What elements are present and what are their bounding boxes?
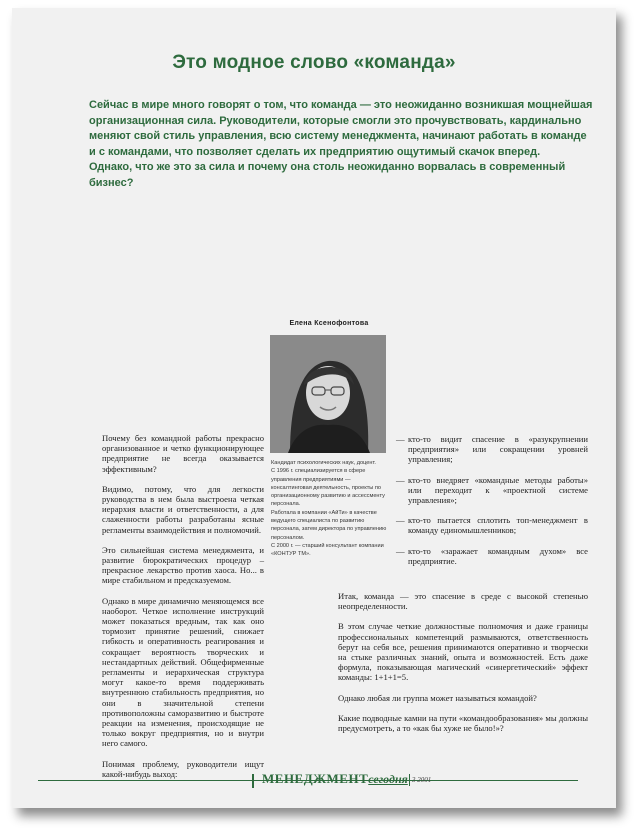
bio-line: С 1996 г. специализируется в сфере управления предприятиями — консалтинговая деятельность, проекты по организационному развитию и ассессменту персонала. [271,468,385,508]
logo-sub: сегодня [368,772,408,786]
bio-line: Работала в компании «АйТи» в качестве ведущего специалиста по развитию персонала, затем директора по управлению персоналом. [271,509,387,541]
magazine-page [12,8,616,808]
body-paragraph: Понимая проблему, руководители ищут какой-нибудь выход: [102,758,264,779]
portrait-photo-graphic [270,335,386,453]
body-paragraph: Однако любая ли группа может называться командой? [338,692,537,703]
article-title: Это модное слово «команда» [172,52,456,73]
magazine-logo [262,771,408,787]
footer-divider [409,774,410,786]
body-paragraph: Однако в мире динамично меняющемся все наоборот. Четкое исполнение инструкций может показаться вредным, так как оно тормозит принятие решений, снижает гибкость и оперативность реагирования и сокращает вероятность творческих и нестандартных действий. Общефирменные регламенты и иерархическая структура могут какое-то время поддерживать внутреннюю стабильность предприятия, но они в значительной степени противоположны саморазвитию и быстроте реакции на изменения, происходящие не только вокруг предприятия, но и внутри него самого. [102,595,264,749]
list-item-text: кто-то видит спасение в «разукрупнении предприятия» или сокращении уровней управления; [408,434,588,465]
body-column-right [338,591,588,743]
list-item-text: кто-то пытается сплотить топ-менеджмент в команду единомышленников; [408,515,588,536]
body-column-left [102,433,264,789]
lead-paragraph: Однако, что же это за сила и почему она столь неожиданно ворвалась в современный бизнес? [89,161,566,189]
lead-paragraph: Сейчас в мире много говорят о том, что команда — это неожиданно возникшая мощнейшая организационная сила. Руководители, которые смогли это прочувствовать, кардинально меняют свой стиль управления, всю систему менеджмента, начинают работать в команде и с командами, что позволяет сделать их предприятию ощутимый скачок вперед. [89,99,593,158]
options-list [396,434,588,576]
list-item: — кто-то пытается сплотить топ-менеджмент в команду единомышленников; [396,515,588,536]
author-name: Елена Ксенофонтова [289,320,369,327]
list-item: — кто-то внедряет «командные методы работы» или переходит к «проектной системе управления»; [396,474,588,506]
list-item: — кто-то «заражает командным духом» все предприятие. [396,545,588,566]
body-paragraph: Почему без командной работы прекрасно организованное и четко функционирующее предприятие не всегда оказывается эффективным? [102,433,264,474]
bio-line: С 2000 г. — старший консультант компании «КОНТУР ТМ». [271,542,384,558]
logo-main: МЕНЕДЖМЕНТ [262,771,369,786]
body-paragraph: Какие подводные камни на пути «командообразования» мы должны предусмотреть, а то «как бы хуже не было!»? [338,712,588,734]
footer-divider [252,774,254,788]
body-paragraph: В этом случае четкие должностные полномочия и даже границы профессиональных компетенций размываются, ответственность берут на себя все, решения принимаются оперативно и творчески на стыке различных знаний, опыта и возможностей. Есть даже формула, показывающая магический «синергетический» эффект команды: 1+1+1=5. [338,621,588,683]
bio-line: Кандидат психологических наук, доцент. [271,460,376,466]
issue-number: 3 2001 [412,776,432,784]
portrait-photo [270,335,386,453]
body-paragraph: Это сильнейшая система менеджмента, и развитие бюрократических процедур – прекрасное лекарство против хаоса. Но... в мире стабильном и предсказуемом. [102,544,264,586]
body-paragraph: Итак, команда — это спасение в среде с высокой степенью неопределенности. [338,591,588,612]
list-item: — кто-то видит спасение в «разукрупнении предприятия» или сокращении уровней управления; [396,434,588,465]
article-lead [89,98,594,192]
list-item-text: кто-то «заражает командным духом» все предприятие. [408,545,588,566]
body-paragraph: Видимо, потому, что для легкости руководства в нем была выстроена четкая иерархия власти и ответственности, а для слаженности работы разработаны ясные регламенты взаимодействия и полномочий. [102,483,264,535]
author-bio [271,459,389,559]
list-item-text: кто-то внедряет «командные методы работы» или переходит к «проектной системе управления»; [408,474,588,506]
